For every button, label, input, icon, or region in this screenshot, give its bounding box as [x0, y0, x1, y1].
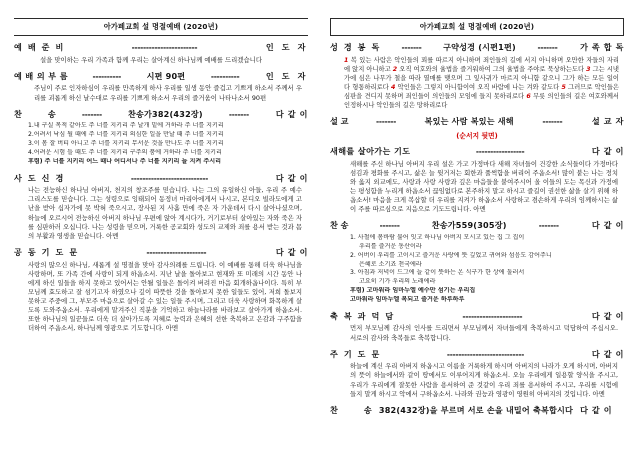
closing-hymn-text: 382(432장)을 부르며 서로 손을 내밀어 축복합시다 — [378, 404, 574, 415]
order-trailer-dashes: ---------- — [210, 72, 240, 81]
verse-line: 3. 아침과 저녁이 드그에 늘 같이 뜻하는 온 식구가 한 상에 둘러서 — [350, 269, 525, 277]
verse-line: 4.어려운 시험 들 때도 주 너를 지키리 구주의 품에 거하라 주 너를 지키리 — [28, 148, 222, 156]
hymn-382-verses — [14, 122, 308, 166]
order-leader-dashes: ----------------------- — [131, 43, 198, 52]
left-column — [14, 18, 310, 446]
verse-number: 1 — [344, 56, 349, 64]
order-actor: 다 같 이 — [275, 246, 308, 257]
order-row-call-to-worship — [14, 72, 308, 82]
order-label: 찬 송 — [330, 220, 349, 231]
right-column — [328, 18, 624, 446]
order-actor: 다 같 이 — [580, 404, 613, 415]
order-leader-dashes: --------------------------- — [130, 174, 208, 183]
order-label: 예 배 준 비 — [14, 41, 65, 52]
order-label: 축 복 과 덕 담 — [330, 310, 395, 321]
verse-refrain: 후렴) 고마워라 임마누엘 예수만 섬기는 우리집 — [350, 287, 476, 295]
common-prayer-body: 사랑의 많으신 하나님, 새롭게 설 명절을 맞아 감사의례를 드립니다. 이 예배를 통해 더욱 하나님을 사랑하며, 또 가족 간에 사랑이 되게 하옵소서. 지난 날을 돌아보고 현재와 또 미래의 시간 동안 나에게 하신 일들을 하지 못하고 있어서는 안될 일들은 돌이켜 버려진 마음 회개하옵나이다. 특히 부모님께 효도하고 잘 섬기고자 하였으나 깊이 따뜻한 것을 돌아보지 못한 일들도 있어, 저희 돌보지 못하고 주중에 그, 부모주 마음으로 살아갈 수 있는 일들 주시며, 그리고 더욱 사랑하며 화목하게 살도록 도와주옵소서. 우리에게 맡겨주신 직분을 기억하고 하늘나라를 바라보고 살아가게 하옵소서. 또한 하나님의 일꾼들로 더욱 더 살아가도록 지혜로 능력과 은혜의 선한 축복하고 은감과 구주함을 더하여 주옵소서, 하나님께 영광으로 기도합니다. 아멘 — [28, 260, 302, 333]
order-leader-dashes: ---------- — [92, 72, 122, 81]
order-scripture-reference: 시편 90편 — [146, 70, 186, 81]
hymn-number: 찬송가382(432장) — [127, 108, 203, 119]
order-trailer-dashes: ------- — [542, 118, 563, 127]
order-leader-dashes: --------------------- — [146, 248, 207, 257]
order-label: 성 경 봉 독 — [330, 41, 381, 52]
order-trailer-dashes: ------- — [537, 43, 558, 52]
order-row-apostles-creed — [14, 174, 308, 184]
order-scripture-reference: 구약성경 (시편1편) — [443, 41, 516, 52]
order-row-closing-hymn — [330, 406, 624, 415]
order-row-common-prayer — [14, 248, 308, 258]
call-to-worship-body: 주님이 주로 인자하심이 우리를 만족하게 하사 우리를 일생 동안 즐겁고 기쁘게 하소서 주께서 우리를 괴롭게 하신 날수대로 우리를 기쁘게 하소서 우리의 즐거움이 나타나소서 90편 — [34, 84, 302, 102]
sermon-title: 복있는 사람 복있는 새해 — [424, 116, 514, 127]
order-actor: 다 같 이 — [275, 108, 309, 119]
order-actor: 인 도 자 — [265, 70, 308, 81]
verse-text: 무릇 의인들의 길은 여호와께서 인정하시나 악인들의 길은 망하리로다 — [344, 93, 619, 110]
order-leader-dashes: --------------------- — [462, 312, 523, 321]
order-actor: 다 같 이 — [591, 146, 624, 157]
order-label-second: 송 — [47, 108, 56, 119]
order-trailer-dashes: ------- — [538, 222, 559, 231]
order-row-worship-preparation — [14, 43, 308, 53]
order-leader-dashes: ------- — [401, 43, 422, 52]
hymn-559-verses — [330, 234, 624, 305]
verse-text: 오직 여호와의 율법을 즐거워하여 그의 율법을 주야로 묵상하는도다 — [399, 65, 585, 73]
verse-line: 1.내 구실 목적 같아도 주 너를 지키리 주 날개 밑에 거하라 주 너를 지키리 — [28, 122, 224, 130]
order-trailer-dashes: ------- — [228, 110, 249, 119]
order-actor: 다 같 이 — [275, 172, 308, 183]
verse-number: 5 — [561, 84, 566, 92]
order-leader-dashes: ------- — [81, 110, 102, 119]
verse-text: 복 있는 사람은 악인들의 꾀를 따르지 아니하며 죄인들의 길에 서지 아니하며 오만한 자들의 자리에 앉지 아니하고 — [344, 56, 619, 73]
psalm-1-text — [330, 56, 624, 111]
verse-number: 2 — [392, 65, 398, 73]
order-label-second: 송 — [363, 404, 372, 415]
verse-refrain: 후렴) 주 너를 지키리 어느 때나 어디서나 주 너를 지키리 늘 지켜 주시리 — [28, 157, 222, 165]
order-leader-dashes: --------------------------- — [446, 350, 524, 359]
worship-preparation-body: 설을 맞이하는 우리 가족과 함께 우리는 살아계신 하나님께 예배를 드리겠습니다 — [40, 55, 263, 64]
lords-prayer-body: 하늘에 계신 우리 아버지 하옵시고 이름을 거룩하게 하시며 아버지의 나라가 오게 하시며, 아버지의 뜻이 하늘에서와 같이 땅에서도 이루어지게 하옵소서. 오늘 우리에게 일용할 양식을 주시고, 우리가 우리에게 잘못한 사람을 용서하여 준 것같이 우리 죄를 용서하여 주시고, 우리를 시험에 들지 말게 하시고 악에서 구하옵소서. 나라와 권능과 영광이 영원히 아버지의 것입니다. 아멘 — [350, 362, 618, 398]
order-row-hymn-559 — [330, 221, 624, 231]
sermon-location-note: (순서지 뒷면) — [456, 132, 498, 141]
order-actor: 다 같 이 — [591, 348, 624, 359]
order-row-new-year-prayer — [330, 147, 624, 157]
order-actor: 다 같 이 — [591, 310, 624, 321]
verse-line: 3.이 몸 잘 버티 아니고 주 너를 지키리 무서운 것을 만나도 주 너를 지키리 — [28, 140, 224, 148]
right-title-box: 아가페교회 설 명절예배 (2020년) — [330, 18, 624, 36]
verse-refrain-second: 고마워라 임마누엘 복되고 즐거운 하루하루 — [350, 295, 465, 303]
order-leader-dashes: ----------------- — [475, 148, 525, 157]
order-row-lords-prayer — [330, 350, 624, 360]
order-label: 새해를 살아가는 기도 — [330, 146, 411, 157]
verse-text: 악인들은 그렇지 아니함이여 오직 바람에 나는 겨와 같도다 — [397, 84, 560, 92]
verse-number: 3 — [586, 65, 591, 73]
blessing-body: 먼저 부모님께 감사의 인사를 드리면서 부모님께서 자녀들에게 축복하시고 덕담하여 주십시오. 서로의 감사와 축복들로 축복합니다. — [350, 324, 618, 342]
order-leader-dashes: ------- — [376, 118, 396, 127]
order-actor: 가 족 합 독 — [580, 41, 624, 52]
order-row-hymn-382 — [14, 110, 308, 120]
verse-line: 2.어려서 낙심 될 때에 주 너를 지키리 의심한 일을 만날 때 주 너를 지키리 — [28, 131, 224, 139]
verse-line: 1. 사철에 봄바람 불어 잇고 하나님 아버지 모시고 있는 집 그 집이 — [350, 234, 525, 242]
order-row-scripture-reading — [330, 43, 624, 53]
order-label: 사 도 신 경 — [14, 172, 65, 183]
order-label: 설 교 — [330, 116, 349, 127]
verse-line: 은혜로 소기죠 천국에라 — [359, 260, 422, 268]
verse-number: 4 — [391, 84, 396, 92]
order-actor: 다 같 이 — [591, 220, 624, 231]
apostles-creed-body: 나는 전능하신 하나님 아버지, 천지의 창조주를 믿습니다. 나는 그의 유일하신 아들, 우리 주 예수 그리스도를 믿습니다. 그는 성령으로 잉태되어 동정녀 마리아에게서 나시고, 본디오 빌라도에게 고난을 받아 십자가에 못 박혀 죽으시고, 장사된 지 사흘 만에 죽은 자 가운데서 다시 살아나셨으며, 하늘에 오르시어 전능하신 아버지 하나님 우편에 앉아 계시다가, 거기로부터 살아있는 자와 죽은 자를 심판하러 오십니다. 나는 성령을 믿으며, 거룩한 공교회와 성도의 교제와 죄를 용서 받는 것과 몸의 부활과 영생을 믿습니다. 아멘 — [28, 186, 302, 240]
verse-text: 그러므로 악인들은 심판을 견디지 못하며 죄인들이 의인들의 모임에 들지 못하리로다 — [344, 84, 619, 101]
order-label: 찬 — [14, 108, 22, 119]
hymn-number: 찬송가559(305장) — [431, 220, 507, 231]
order-label: 주 기 도 문 — [330, 348, 381, 359]
left-title-box: 아가페교회 설 명절예배 (2020년) — [14, 18, 308, 36]
order-leader-dashes: ------- — [379, 222, 400, 231]
new-year-prayer-body: 새해를 주신 하나님 아버지 우리 설은 가고 가정마다 새해 자녀들이 건강한 소식들이다 가정마다 섬김과 평화를 주시고, 삶은 늘 뒷거저는 회한과 풀썩함을 버리어 주옵소서! 많이 붙는 나는 정치와 옳지 외교에도, 사랑과 사랑 사랑과 깊은 마음들을 붙여주시어 올 이들의 도는 목신과 가정에는 평성함을 누리게 하옵소서 끊임없다로 본주하지 말고 하시고 즐길이 권선한 삶을 살기 위해 하옵소서! 마음을 크게 복삽할 더 우리를 지켜가 하옵소서 사랑하고 겸손하게 우리의 임께하시는 삶이 주를 따르심으로 지음으로 기도드립니다. 아멘 — [350, 159, 618, 214]
order-row-blessing — [330, 312, 624, 322]
verse-line: 고요히 기가 우리의 노래에라 — [359, 278, 436, 286]
order-label: 찬 — [330, 404, 338, 415]
verse-number: 6 — [526, 93, 531, 101]
order-label: 공 동 기 도 문 — [14, 246, 79, 257]
order-actor: 인 도 자 — [265, 41, 308, 52]
order-actor: 설 교 자 — [591, 116, 624, 127]
verse-line: 우리를 즐거운 동산이라 — [359, 242, 422, 250]
verse-text: 그는 시냇가에 심은 나무가 철을 따라 열매를 맺으며 그 잎사귀가 마르지 아니함 같으니 그가 하는 모든 일이 다 형통하리로다 — [344, 65, 619, 92]
verse-line: 2. 어버이 우리를 고이시고 즐거운 사랑에 뜻 깊었고 귀여와 섬음도 감어주니 — [350, 251, 552, 259]
order-label: 예 배 의 부 름 — [14, 70, 68, 81]
order-row-sermon — [330, 117, 624, 127]
